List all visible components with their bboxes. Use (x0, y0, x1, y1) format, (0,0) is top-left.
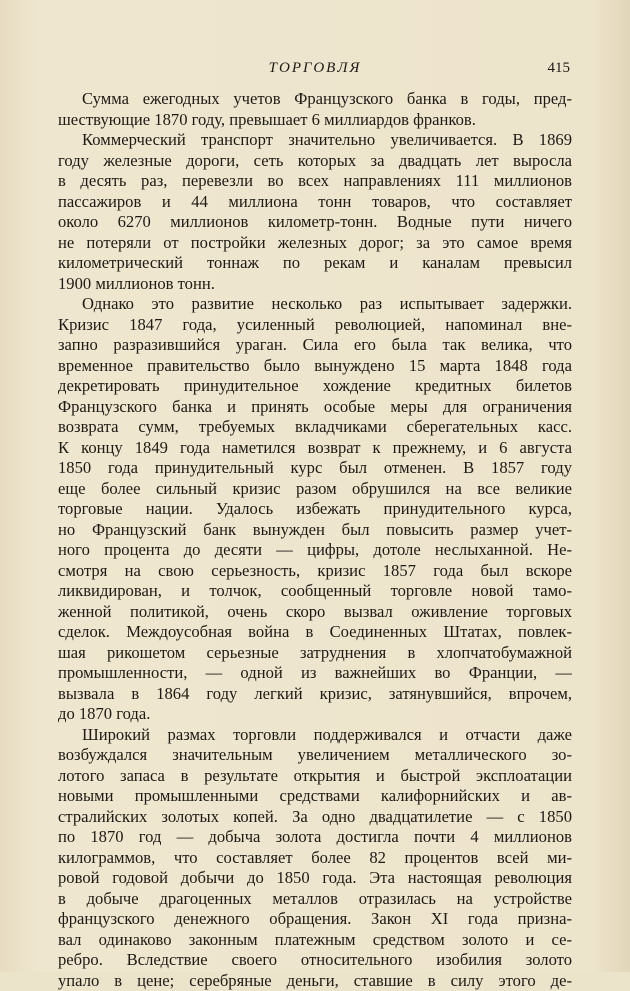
text-line: женной политикой, очень скоро вызвал оживление торговых (58, 602, 572, 623)
page-header (58, 60, 572, 82)
text-line: шая рикошетом серьезные затруднения в хлопчатобумажной (58, 643, 572, 664)
text-line: сделок. Междоусобная война в Соединенных Штатах, повлек- (58, 622, 572, 643)
text-line: стралийских золотых копей. За одно двадцатилетие — с 1850 (58, 807, 572, 828)
text-line: Широкий размах торговли поддерживался и отчасти даже (58, 725, 572, 746)
text-line: вал одинаково законным платежным средством золото и се- (58, 930, 572, 951)
text-line: запно разразившийся ураган. Сила его была так велика, что (58, 335, 572, 356)
text-line: Французского банка и принять особые меры для ограничения (58, 397, 572, 418)
text-line: году железные дороги, сеть которых за двадцать лет выросла (58, 151, 572, 172)
text-line: ного процента до десяти — цифры, дотоле неслыханной. Не- (58, 540, 572, 561)
text-line: Однако это развитие несколько раз испытывает задержки. (58, 294, 572, 315)
text-line: промышленности, — одной из важнейших во Франции, — (58, 663, 572, 684)
text-line: возбуждался значительным увеличением металлического зо- (58, 745, 572, 766)
text-line: около 6270 миллионов километр-тонн. Водные пути ничего (58, 212, 572, 233)
text-line: лотого запаса в результате открытия и быстрой эксплоатации (58, 766, 572, 787)
text-line: пассажиров и 44 миллиона тонн товаров, что составляет (58, 192, 572, 213)
page-number: 415 (548, 60, 571, 77)
text-line: еще более сильный кризис разом обрушился на все великие (58, 479, 572, 500)
text-line: К концу 1849 года наметился возврат к прежнему, и 6 августа (58, 438, 572, 459)
text-line: шествующие 1870 году, превышает 6 миллиардов франков. (58, 110, 572, 131)
paragraph (58, 130, 572, 294)
text-line: новыми промышленными средствами калифорнийских и ав- (58, 786, 572, 807)
text-line: Сумма ежегодных учетов Французского банка в годы, пред- (58, 89, 572, 110)
text-line: временное правительство было вынуждено 15 марта 1848 года (58, 356, 572, 377)
text-line: декретировать принудительное хождение кредитных билетов (58, 376, 572, 397)
text-line: французского денежного обращения. Закон XI года призна- (58, 909, 572, 930)
text-line: смотря на свою серьезность, кризис 1857 года был вскоре (58, 561, 572, 582)
text-line: ровой годовой добычи до 1850 года. Эта настоящая революция (58, 868, 572, 889)
text-line: вызвала в 1864 году легкий кризис, затянувшийся, впрочем, (58, 684, 572, 705)
text-line: торговые нации. Удалось избежать принудительного курса, (58, 499, 572, 520)
text-line: Коммерческий транспорт значительно увеличивается. В 1869 (58, 130, 572, 151)
text-line: до 1870 года. (58, 704, 572, 725)
text-line: не потеряли от постройки железных дорог; за это самое время (58, 233, 572, 254)
text-line: 1850 года принудительный курс был отменен. В 1857 году (58, 458, 572, 479)
text-line: упало в цене; серебряные деньги, ставшие в силу этого де- (58, 971, 572, 991)
body-text (58, 89, 572, 991)
text-line: Кризис 1847 года, усиленный революцией, напоминал вне- (58, 315, 572, 336)
text-line: но Французский банк вынужден был повысить размер учет- (58, 520, 572, 541)
text-line: 1900 миллионов тонн. (58, 274, 572, 295)
text-line: возврата сумм, требуемых вкладчиками сберегательных касс. (58, 417, 572, 438)
paragraph (58, 89, 572, 130)
text-line: километрический тоннаж по рекам и каналам превысил (58, 253, 572, 274)
text-line: ликвидирован, и толчок, сообщенный торговле новой тамо- (58, 581, 572, 602)
text-line: в десять раз, перевезли во всех направлениях 111 миллионов (58, 171, 572, 192)
text-line: килограммов, что составляет более 82 процентов всей ми- (58, 848, 572, 869)
text-line: по 1870 год — добыча золота достигла почти 4 миллионов (58, 827, 572, 848)
text-line: в добыче драгоценных металлов отразилась на устройстве (58, 889, 572, 910)
paragraph (58, 294, 572, 725)
paragraph (58, 725, 572, 991)
running-head: ТОРГОВЛЯ (58, 60, 572, 77)
text-line: ребро. Вследствие своего относительного изобилия золото (58, 950, 572, 971)
